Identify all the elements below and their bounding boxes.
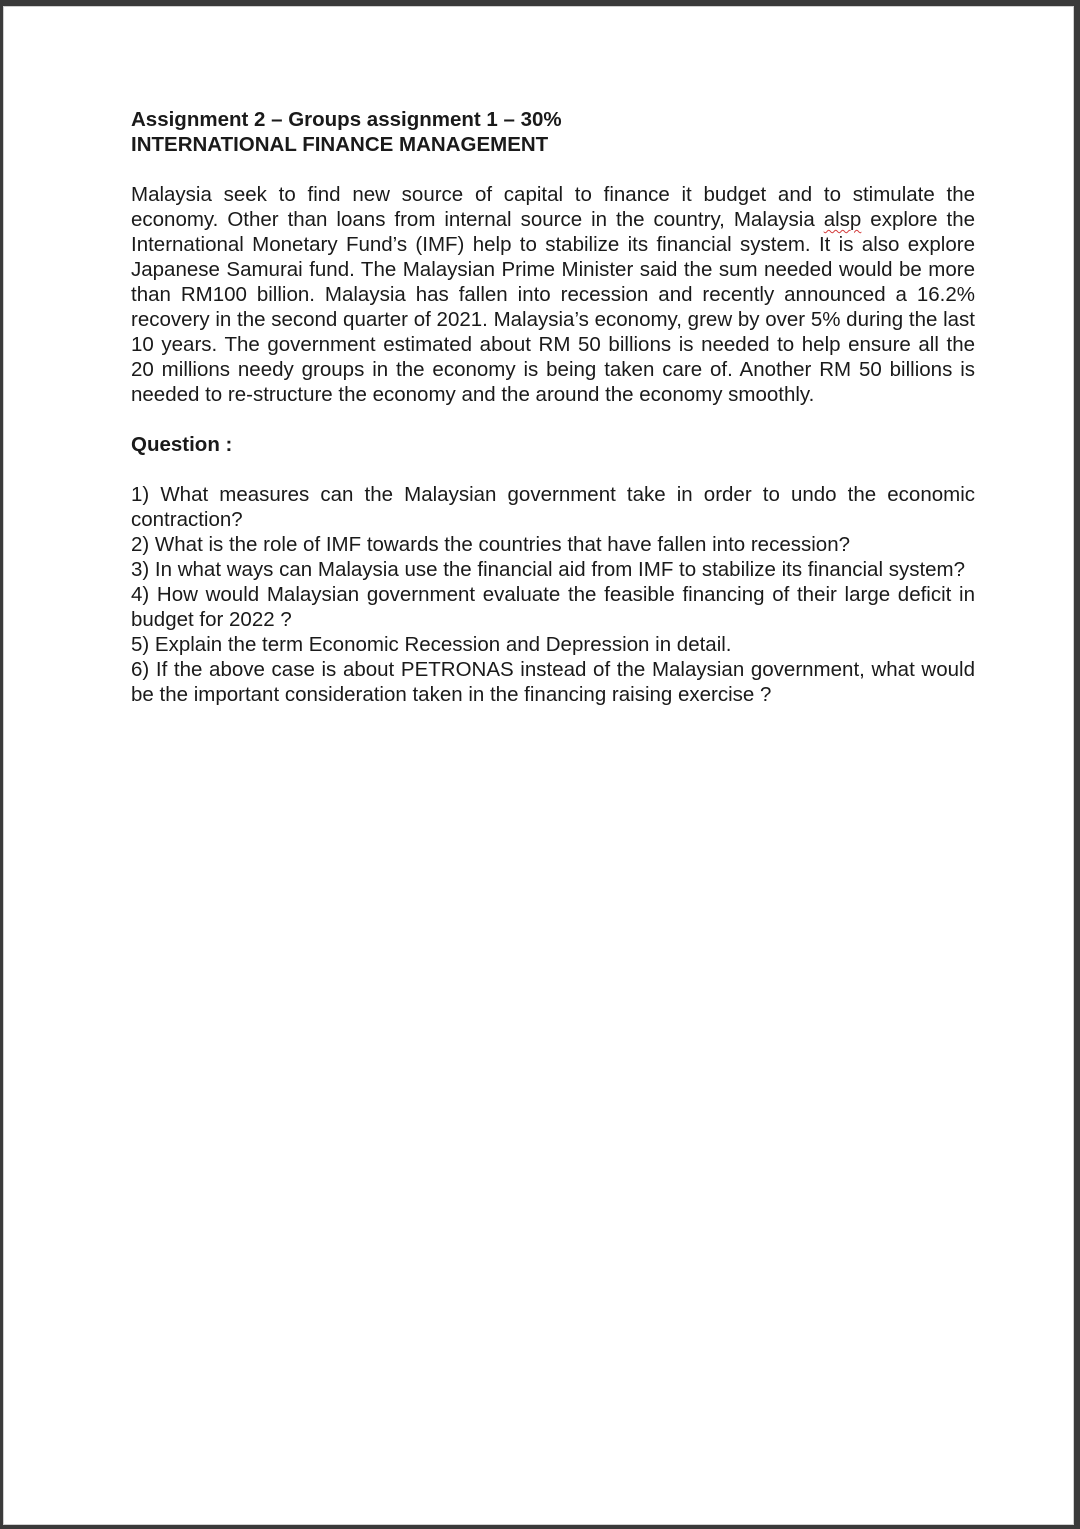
document-content xyxy=(131,107,975,707)
case-text-part-1: Malaysia seek to find new source of capital to finance it budget and to stimulate the economy. Other than loans from internal source in the country, Malaysia xyxy=(131,183,975,231)
question-item: 1) What measures can the Malaysian government take in order to undo the economic contraction? xyxy=(131,483,975,531)
question-item: 6) If the above case is about PETRONAS instead of the Malaysian government, what would be the important consideration taken in the financing raising exercise ? xyxy=(131,658,975,706)
case-text-part-2: explore the International Monetary Fund’s (IMF) help to stabilize its financial system. It is also explore Japanese Samurai fund. The Malaysian Prime Minister said the sum needed would be more than RM100 billion. Malaysia has fallen into recession and recently announced a 16.2% recovery in the second quarter of 2021. Malaysia’s economy, grew by over 5% during the last 10 years. The government estimated about RM 50 billions is needed to help ensure all the 20 millions needy groups in the economy is being taken care of. Another RM 50 billions is needed to re-structure the economy and the around the economy smoothly. xyxy=(131,208,976,406)
question-list xyxy=(131,482,975,707)
question-item: 3) In what ways can Malaysia use the financial aid from IMF to stabilize its financial system? xyxy=(131,558,966,581)
course-title: INTERNATIONAL FINANCE MANAGEMENT xyxy=(131,133,549,156)
question-heading: Question : xyxy=(131,433,233,456)
assignment-title: Assignment 2 – Groups assignment 1 – 30% xyxy=(131,108,562,131)
misspelled-word: alsp xyxy=(823,208,862,231)
question-item: 5) Explain the term Economic Recession and Depression in detail. xyxy=(131,633,732,656)
document-page xyxy=(3,6,1074,1525)
question-item: 4) How would Malaysian government evaluate the feasible financing of their large deficit in budget for 2022 ? xyxy=(131,583,975,631)
question-item: 2) What is the role of IMF towards the countries that have fallen into recession? xyxy=(131,533,850,556)
case-paragraph xyxy=(131,182,975,407)
